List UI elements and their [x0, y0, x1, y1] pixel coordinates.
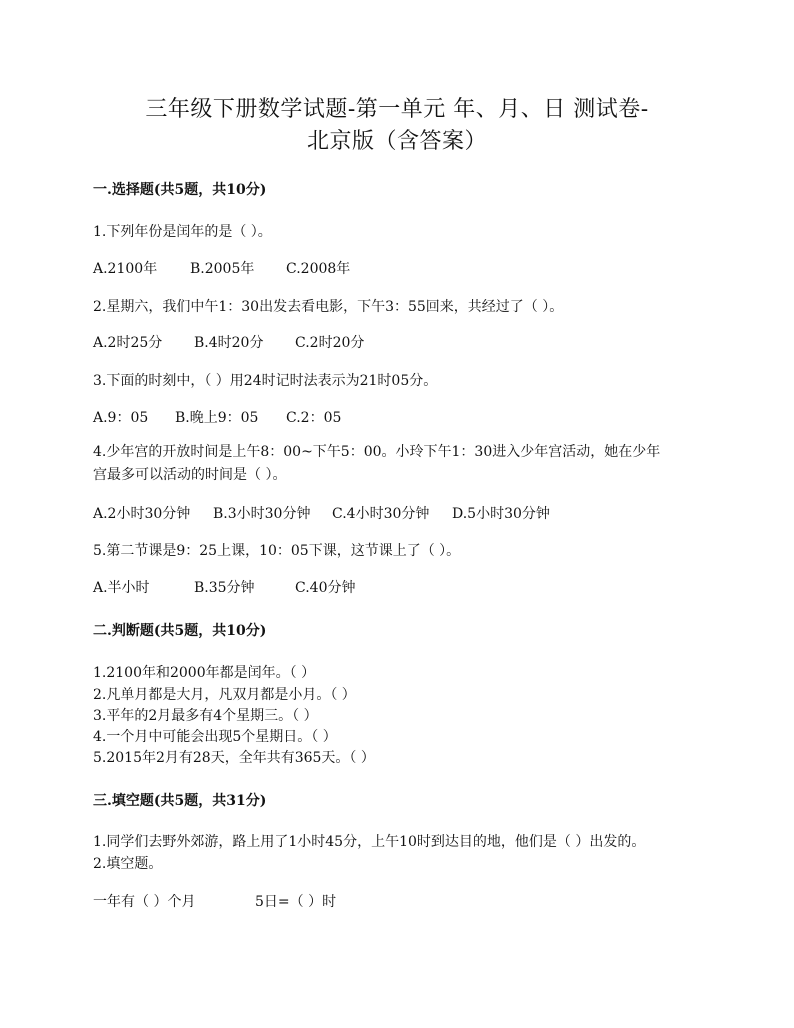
- document-title-line1: 三年级下册数学试题-第一单元 年、月、日 测试卷-: [145, 97, 649, 122]
- document-title-line2: 北京版（含答案）: [306, 129, 487, 154]
- question-3-option-a: A.9：05: [93, 410, 149, 426]
- question-4-option-d: D.5小时30分钟: [452, 506, 550, 522]
- fill-item-2: 2.填空题。: [93, 856, 163, 872]
- question-5-option-a: A.半小时: [93, 580, 150, 596]
- judge-item-5: 5.2015年2月有28天，全年共有365天。（ ）: [93, 750, 375, 766]
- question-2-text: 2.星期六，我们中午1：30出发去看电影，下午3：55回来，共经过了（ ）。: [93, 299, 564, 315]
- judge-item-4: 4.一个月中可能会出现5个星期日。（ ）: [93, 729, 337, 745]
- question-4-option-b: B.3小时30分钟: [213, 506, 311, 522]
- judge-item-1: 1.2100年和2000年都是闰年。（ ）: [93, 665, 316, 681]
- question-3-text: 3.下面的时刻中，（ ）用24时记时法表示为21时05分。: [93, 373, 438, 389]
- section2-heading: 二.判断题(共5题，共10分): [93, 623, 267, 639]
- question-4-text-line2: 宫最多可以活动的时间是（ ）。: [93, 467, 287, 483]
- question-4-option-c: C.4小时30分钟: [332, 506, 430, 522]
- question-2-option-b: B.4时20分: [194, 335, 264, 351]
- question-5-option-b: B.35分钟: [194, 580, 255, 596]
- question-2-option-c: C.2时20分: [295, 335, 365, 351]
- section1-heading: 一.选择题(共5题，共10分): [93, 182, 267, 198]
- fill-blank-months: 一年有（ ）个月: [93, 894, 196, 910]
- section3-heading: 三.填空题(共5题，共31分): [93, 793, 267, 809]
- question-4-option-a: A.2小时30分钟: [93, 506, 191, 522]
- fill-blank-hours: 5日=（ ）时: [255, 894, 337, 910]
- question-1-option-c: C.2008年: [286, 261, 351, 277]
- question-1-option-a: A.2100年: [93, 261, 158, 277]
- question-3-option-b: B.晚上9：05: [175, 410, 259, 426]
- question-2-option-a: A.2时25分: [93, 335, 163, 351]
- question-5-option-c: C.40分钟: [295, 580, 356, 596]
- question-1-text: 1.下列年份是闰年的是（ ）。: [93, 224, 272, 240]
- question-5-text: 5.第二节课是9：25上课，10：05下课，这节课上了（ ）。: [93, 543, 461, 559]
- fill-item-1: 1.同学们去野外郊游，路上用了1小时45分，上午10时到达目的地，他们是（ ）出发的。: [93, 834, 646, 850]
- question-1-option-b: B.2005年: [190, 261, 255, 277]
- judge-item-2: 2.凡单月都是大月，凡双月都是小月。（ ）: [93, 687, 356, 703]
- judge-item-3: 3.平年的2月最多有4个星期三。（ ）: [93, 708, 318, 724]
- question-4-text-line1: 4.少年宫的开放时间是上午8：00~下午5：00。小玲下午1：30进入少年宫活动，她在少年: [93, 444, 661, 460]
- question-3-option-c: C.2：05: [286, 410, 342, 426]
